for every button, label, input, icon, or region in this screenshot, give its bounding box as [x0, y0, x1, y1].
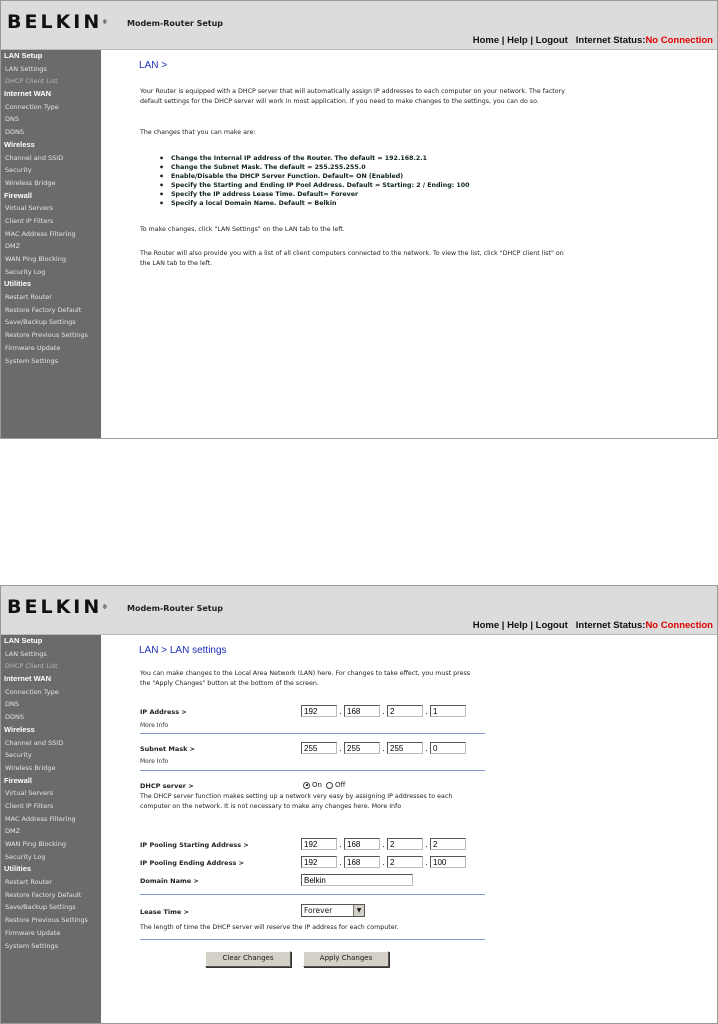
- logout-link[interactable]: Logout: [535, 35, 568, 46]
- subnet-octet-4[interactable]: [430, 742, 466, 754]
- main-content: [101, 635, 717, 1023]
- lan-settings-screen: [0, 585, 718, 1024]
- sidebar-section-lan-setup: LAN Setup: [4, 51, 43, 60]
- nav-separator: |: [501, 620, 505, 631]
- sidebar-item-wireless-bridge[interactable]: Wireless Bridge: [5, 178, 56, 187]
- home-link[interactable]: Home: [472, 620, 500, 631]
- lan-overview-screen: [0, 0, 718, 439]
- sidebar-item-connection-type[interactable]: Connection Type: [5, 102, 59, 111]
- nav-separator: |: [530, 35, 533, 46]
- divider: [140, 770, 485, 771]
- header-bar: [1, 586, 717, 635]
- lan-settings-hint: To make changes, click "LAN Settings" on the LAN tab to the left.: [140, 226, 345, 233]
- sidebar-item-security-log[interactable]: Security Log: [5, 267, 46, 276]
- sidebar-item-security-log[interactable]: Security Log: [5, 852, 46, 861]
- sidebar-item-save-backup-settings[interactable]: Save/Backup Settings: [5, 318, 76, 327]
- internet-status-label: Internet Status:: [575, 35, 646, 46]
- sidebar-item-mac-address-filtering[interactable]: MAC Address Filtering: [5, 229, 76, 238]
- pool-end-input-group: 192 . 168 . 2 . 100: [301, 856, 466, 868]
- sidebar-item-channel-and-ssid[interactable]: Channel and SSID: [5, 153, 64, 162]
- internet-status-label: Internet Status:: [575, 620, 646, 631]
- internet-status-value: No Connection: [645, 620, 713, 631]
- page-title: LAN > LAN settings: [139, 645, 227, 656]
- dhcp-server-label: DHCP server >: [140, 782, 194, 790]
- sidebar-item-connection-type[interactable]: Connection Type: [5, 687, 59, 696]
- defaults-list: [159, 154, 470, 208]
- sidebar-item-security[interactable]: Security: [5, 166, 32, 175]
- divider: [140, 939, 485, 940]
- subnet-more-info-link[interactable]: More Info: [140, 758, 169, 765]
- sidebar-item-virtual-servers[interactable]: Virtual Servers: [5, 789, 54, 798]
- app-title: Modem-Router Setup: [127, 604, 224, 613]
- sidebar-section-internet-wan: Internet WAN: [4, 89, 52, 99]
- nav-separator: |: [501, 35, 505, 46]
- pool-start-octet-1[interactable]: [301, 838, 337, 850]
- home-link[interactable]: Home: [472, 35, 500, 46]
- sidebar-item-ddns[interactable]: DDNS: [5, 713, 24, 722]
- sidebar-item-wan-ping-blocking[interactable]: WAN Ping Blocking: [5, 840, 66, 848]
- intro-text: You can make changes to the Local Area Network (LAN) here. For changes to take effect, you must press the "Apply Changes" button at the bottom of the screen.: [140, 670, 471, 687]
- pool-start-octet-2[interactable]: [344, 838, 380, 850]
- sidebar-section-utilities: Utilities: [4, 279, 32, 289]
- subnet-octet-2[interactable]: [344, 742, 380, 754]
- dhcp-description: The DHCP server function makes setting up a network very easy by assigning IP addresses to each computer on the network. It is not necessary to make any changes here. More Info: [140, 793, 453, 810]
- sidebar-section-lan-setup: LAN Setup: [4, 636, 43, 645]
- pool-start-input-group: 192 . 168 . 2 . 2: [301, 838, 466, 850]
- sidebar-item-dns[interactable]: DNS: [5, 700, 19, 709]
- header-nav: [473, 35, 713, 46]
- sidebar-section-internet-wan: Internet WAN: [4, 674, 52, 684]
- sidebar-item-client-ip-filters[interactable]: Client IP Filters: [5, 216, 54, 225]
- list-item: • Specify the IP address Lease Time. Default= Forever: [159, 190, 470, 199]
- lease-time-select[interactable]: [301, 904, 365, 917]
- sidebar-item-firmware-update[interactable]: Firmware Update: [5, 928, 61, 937]
- sidebar-nav: [1, 635, 101, 1023]
- sidebar-section-utilities: Utilities: [4, 864, 32, 874]
- help-link[interactable]: Help: [507, 620, 528, 631]
- ip-octet-1[interactable]: [301, 705, 337, 717]
- header-bar: [1, 1, 717, 50]
- lease-time-value: Forever: [304, 906, 333, 915]
- lease-time-description: The length of time the DHCP server will reserve the IP address for each computer.: [140, 924, 399, 931]
- sidebar-item-virtual-servers[interactable]: Virtual Servers: [5, 204, 54, 213]
- sidebar-item-wan-ping-blocking[interactable]: WAN Ping Blocking: [5, 255, 66, 263]
- sidebar-item-mac-address-filtering[interactable]: MAC Address Filtering: [5, 814, 76, 823]
- sidebar-section-firewall: Firewall: [4, 190, 32, 200]
- sidebar-item-save-backup-settings[interactable]: Save/Backup Settings: [5, 903, 76, 912]
- client-list-hint: The Router will also provide you with a list of all client computers connected to the network. To view the list, click "DHCP client list" on the LAN tab to the left.: [140, 250, 564, 267]
- pool-end-octet-3[interactable]: [387, 856, 423, 868]
- sidebar-item-restore-previous-settings[interactable]: Restore Previous Settings: [5, 916, 88, 925]
- domain-name-label: Domain Name >: [140, 877, 199, 885]
- sidebar-item-security[interactable]: Security: [5, 751, 32, 760]
- sidebar-section-wireless: Wireless: [4, 139, 35, 149]
- pool-start-label: IP Pooling Starting Address >: [140, 841, 249, 849]
- list-item: • Enable/Disable the DHCP Server Function. Default= ON (Enabled): [159, 172, 470, 181]
- pool-end-octet-2[interactable]: [344, 856, 380, 868]
- subnet-octet-1[interactable]: [301, 742, 337, 754]
- list-item: • Change the Internal IP address of the Router. The default = 192.168.2.1: [159, 154, 470, 163]
- divider: [140, 894, 485, 895]
- domain-name-input[interactable]: [301, 874, 413, 886]
- divider: [140, 733, 485, 734]
- logout-link[interactable]: Logout: [535, 620, 568, 631]
- sidebar-item-restore-previous-settings[interactable]: Restore Previous Settings: [5, 331, 88, 340]
- dhcp-off-label: Off: [334, 781, 346, 789]
- sidebar-item-ddns[interactable]: DDNS: [5, 128, 24, 137]
- sidebar-item-firmware-update[interactable]: Firmware Update: [5, 343, 61, 352]
- subnet-octet-3[interactable]: [387, 742, 423, 754]
- belkin-logo: BELKIN®: [7, 596, 108, 618]
- sidebar-item-dmz[interactable]: DMZ: [5, 242, 21, 251]
- dhcp-off-radio[interactable]: [326, 782, 333, 789]
- belkin-logo: BELKIN®: [7, 11, 108, 33]
- pool-end-octet-1[interactable]: [301, 856, 337, 868]
- sidebar-item-dhcp-client-list[interactable]: DHCP Client List: [5, 77, 58, 86]
- help-link[interactable]: Help: [507, 35, 528, 46]
- main-content: [101, 50, 717, 438]
- sidebar-item-dhcp-client-list[interactable]: DHCP Client List: [5, 662, 58, 671]
- ip-address-input-group: 192 . 168 . 2 . 1: [301, 705, 466, 717]
- sidebar-item-system-settings[interactable]: System Settings: [5, 356, 58, 365]
- sidebar-item-client-ip-filters[interactable]: Client IP Filters: [5, 801, 54, 810]
- intro-text: Your Router is equipped with a DHCP server that will automatically assign IP addresses to each computer on your network. The factory default settings for the DHCP server will work in most application. If you need to make changes to the settings, you can do so.: [140, 88, 565, 105]
- internet-status-value: No Connection: [645, 35, 713, 46]
- header-nav: [473, 620, 713, 631]
- ip-octet-2[interactable]: [344, 705, 380, 717]
- sidebar-item-restart-router[interactable]: Restart Router: [5, 293, 52, 302]
- dhcp-on-label: On: [312, 781, 322, 789]
- chevron-down-icon: ▼: [353, 905, 364, 916]
- nav-separator: |: [530, 620, 533, 631]
- sidebar-nav: [1, 50, 101, 438]
- app-title: Modem-Router Setup: [127, 19, 224, 28]
- sidebar-item-restore-factory-default[interactable]: Restore Factory Default: [5, 305, 82, 314]
- sidebar-item-dns[interactable]: DNS: [5, 115, 19, 124]
- apply-changes-button[interactable]: Apply Changes: [303, 951, 389, 967]
- ip-address-label: IP Address >: [140, 708, 187, 716]
- sidebar-item-dmz[interactable]: DMZ: [5, 827, 21, 836]
- ip-octet-3[interactable]: [387, 705, 423, 717]
- sidebar-item-restore-factory-default[interactable]: Restore Factory Default: [5, 890, 82, 899]
- pool-start-octet-3[interactable]: [387, 838, 423, 850]
- sidebar-item-channel-and-ssid[interactable]: Channel and SSID: [5, 738, 64, 747]
- page-title: LAN >: [139, 60, 168, 71]
- ip-more-info-link[interactable]: More Info: [140, 722, 169, 729]
- sidebar-item-lan-settings[interactable]: LAN Settings: [5, 649, 47, 658]
- list-item: • Specify a local Domain Name. Default = Belkin: [159, 199, 470, 208]
- sidebar-section-wireless: Wireless: [4, 724, 35, 734]
- sidebar-item-wireless-bridge[interactable]: Wireless Bridge: [5, 763, 56, 772]
- dhcp-more-info-link[interactable]: More Info: [371, 802, 402, 810]
- lease-time-label: Lease Time >: [140, 908, 190, 916]
- sidebar-section-firewall: Firewall: [4, 775, 32, 785]
- changes-heading: The changes that you can make are:: [140, 129, 256, 136]
- list-item: • Specify the Starting and Ending IP Pool Address. Default = Starting: 2 / Ending: 100: [159, 181, 470, 190]
- list-item: • Change the Subnet Mask. The default = 255.255.255.0: [159, 163, 470, 172]
- pool-start-octet-4[interactable]: [430, 838, 466, 850]
- dhcp-on-radio[interactable]: [303, 782, 310, 789]
- clear-changes-button[interactable]: Clear Changes: [205, 951, 291, 967]
- subnet-mask-label: Subnet Mask >: [140, 745, 196, 753]
- dhcp-radio-group: [303, 781, 345, 789]
- ip-octet-4[interactable]: [430, 705, 466, 717]
- sidebar-item-lan-settings[interactable]: LAN Settings: [5, 64, 47, 73]
- sidebar-item-restart-router[interactable]: Restart Router: [5, 878, 52, 887]
- sidebar-item-system-settings[interactable]: System Settings: [5, 941, 58, 950]
- pool-end-octet-4[interactable]: [430, 856, 466, 868]
- subnet-mask-input-group: 255 . 255 . 255 . 0: [301, 742, 466, 754]
- pool-end-label: IP Pooling Ending Address >: [140, 859, 245, 867]
